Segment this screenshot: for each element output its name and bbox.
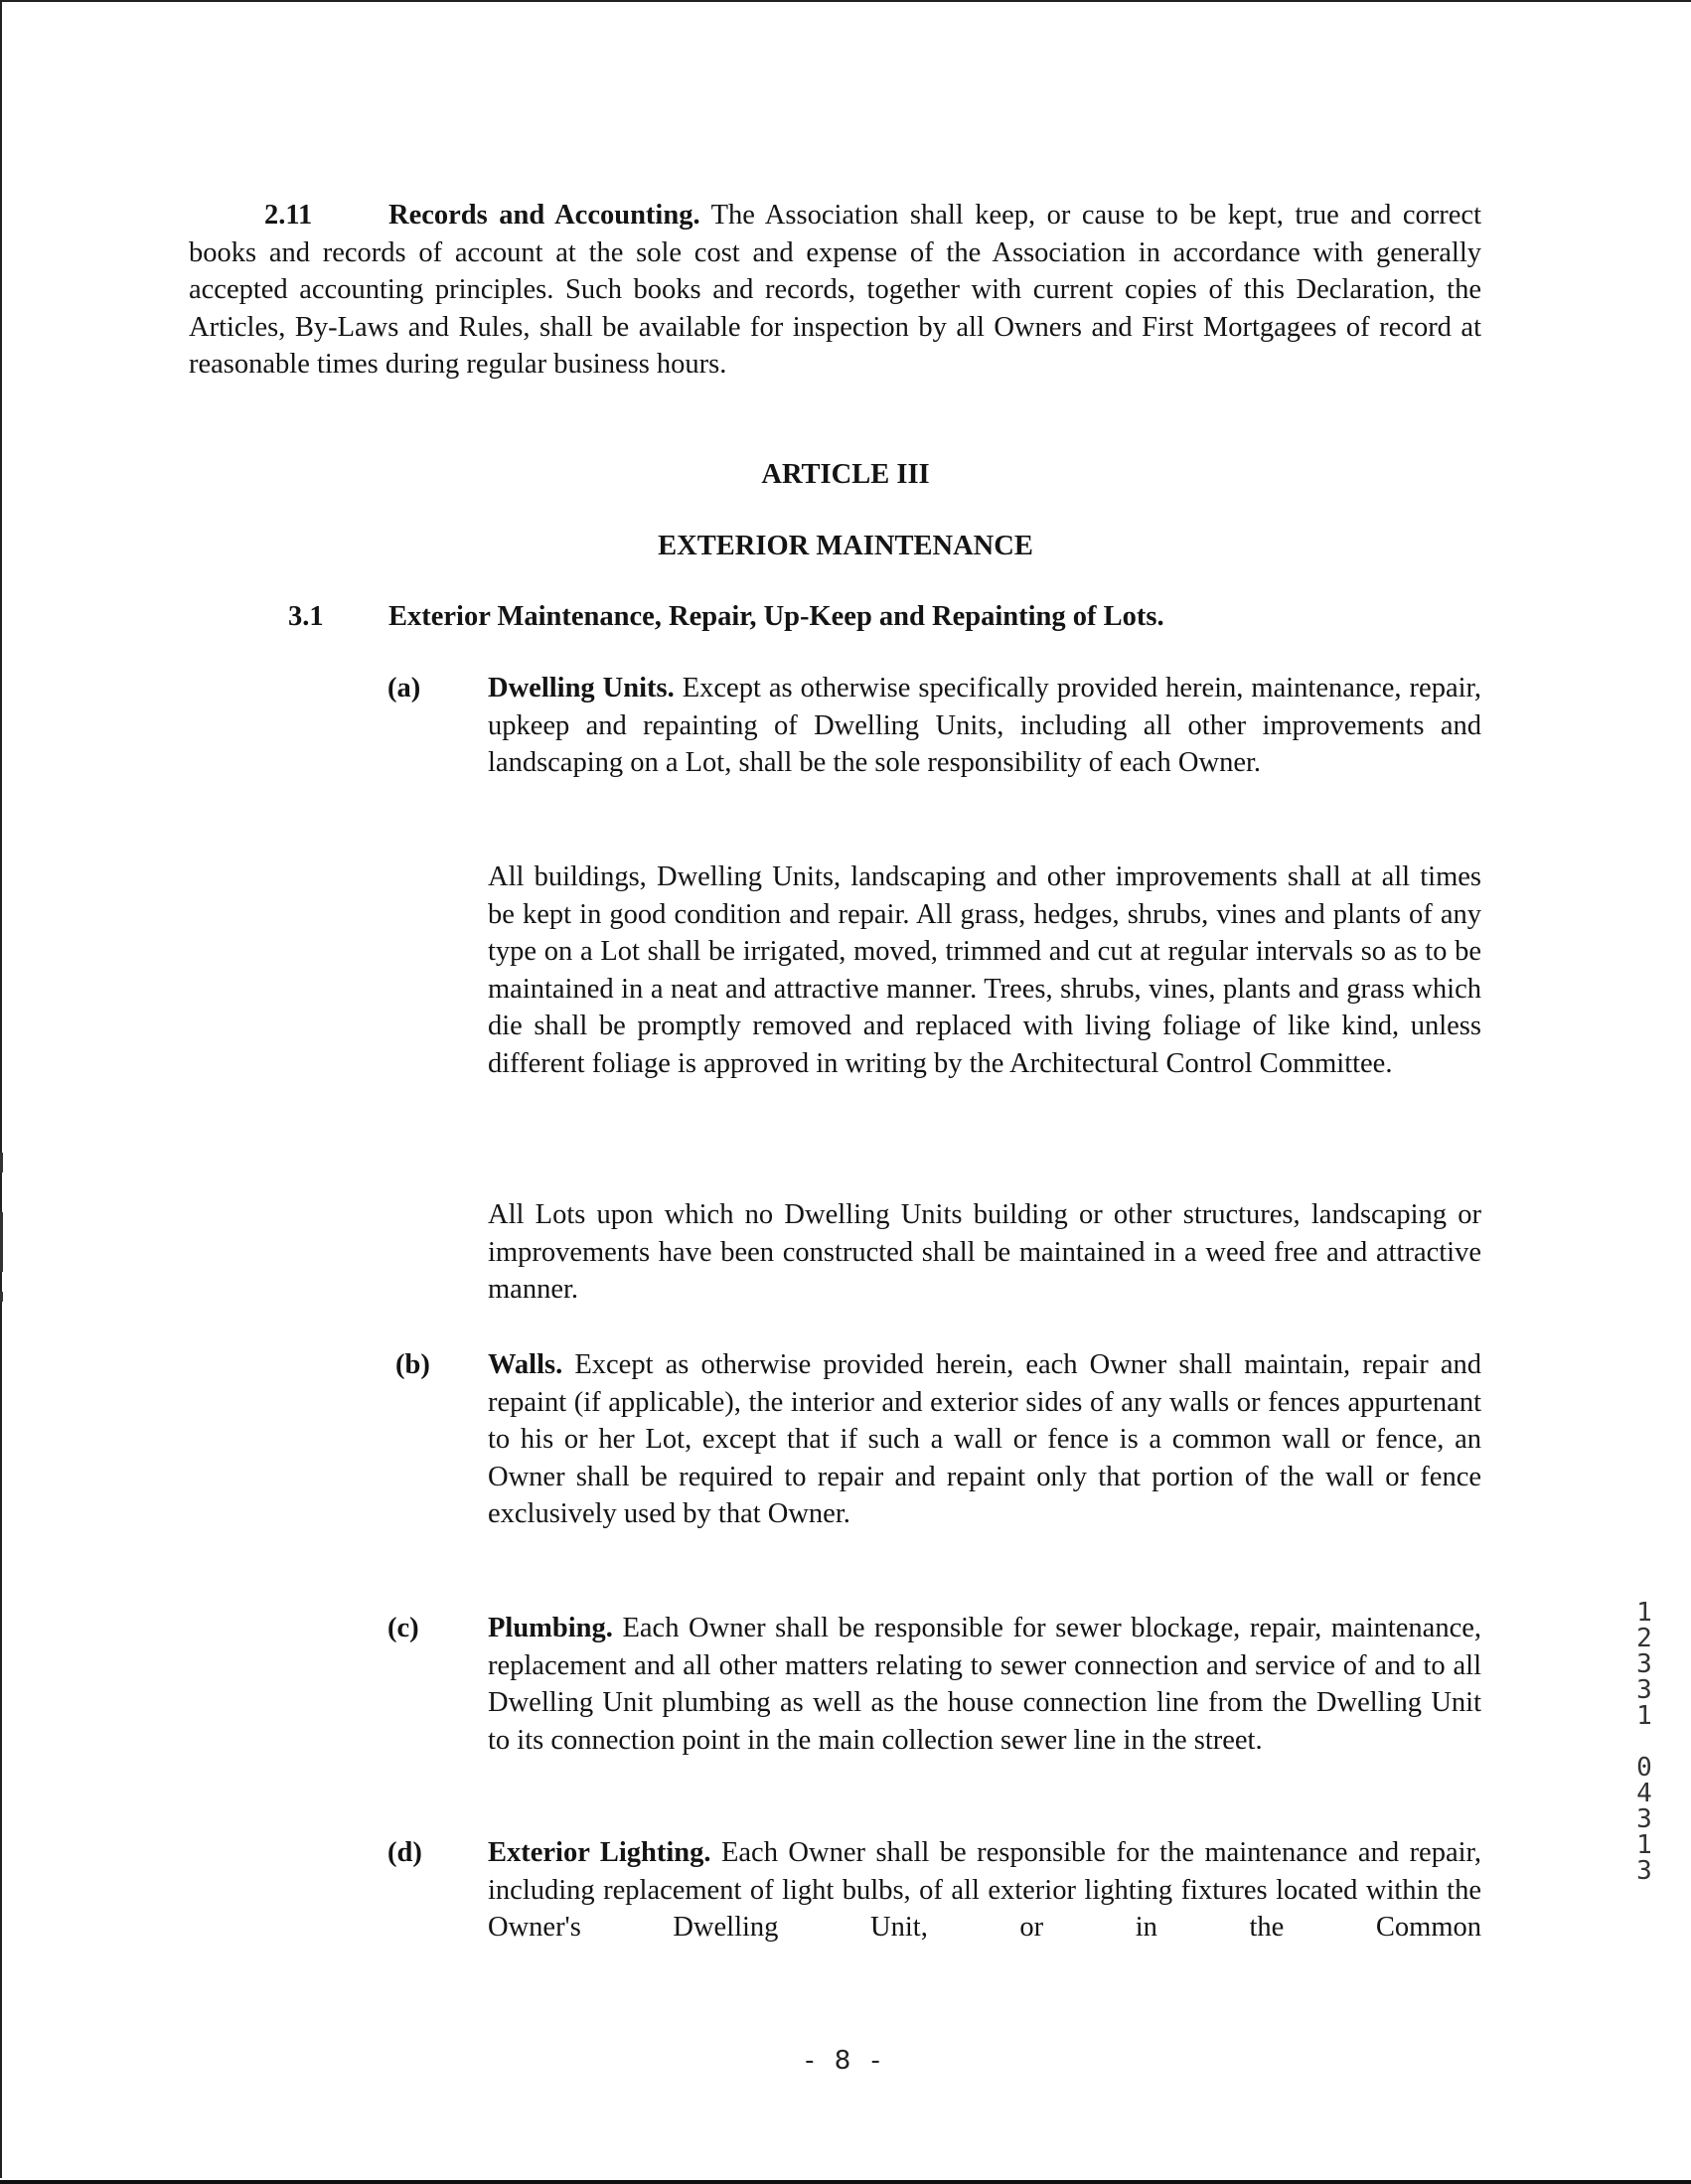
stamp-char: 0 <box>1636 1753 1652 1783</box>
stamp-char: 1 <box>1636 1701 1652 1731</box>
subsection-text: Each Owner shall be responsible for sewer blockage, repair, maintenance, replacement and all other matters relating to sewer connection and service of and to all Dwelling Unit plumbing as well as the house connection line from the Dwelling Unit to its connection point in the main collection sewer line in the street. <box>488 1613 1481 1756</box>
stamp-char: 1 <box>1636 1598 1652 1628</box>
subsection-d-marker: (d) <box>387 1837 422 1868</box>
section-heading: Exterior Maintenance, Repair, Up-Keep and Repainting of Lots. <box>388 601 1164 632</box>
section-number: 3.1 <box>288 601 324 632</box>
subsection-a-paragraph <box>488 670 1481 782</box>
subsection-a-paragraph-2: All buildings, Dwelling Units, landscaping and other improvements shall at all times be kept in good condition and repair. All grass, hedges, shrubs, vines and plants of any type on a Lot shall be irrigated, moved, trimmed and cut at regular intervals so as to be maintained in a neat and attractive manner. Trees, shrubs, vines, plants and grass which die shall be promptly removed and replaced with living foliage of like kind, unless different foliage is approved in writing by the Architectural Control Committee. <box>488 861 1481 1079</box>
stamp-char: 3 <box>1636 1856 1652 1886</box>
section-2-11-paragraph <box>189 197 1481 384</box>
stamp-char: 4 <box>1636 1779 1652 1808</box>
stamp-char: 2 <box>1636 1624 1652 1653</box>
page-number: - 8 - <box>805 2046 886 2076</box>
stamp-char: 1 <box>1636 1830 1652 1860</box>
subsection-b-paragraph <box>488 1346 1481 1533</box>
subsection-text: Except as otherwise specifically provided herein, maintenance, repair, upkeep and repainting of Dwelling Units, including all other improvements and landscaping on a Lot, shall be the sole responsibility of each Owner. <box>488 673 1481 779</box>
subsection-text: Each Owner shall be responsible for the maintenance and repair, including replacement of light bulbs, of all exterior lighting fixtures located within the Owner's Dwelling Unit, or in the Common <box>488 1837 1481 1944</box>
stamp-char: 3 <box>1636 1649 1652 1679</box>
section-number: 2.11 <box>264 200 313 231</box>
subsection-d-paragraph <box>488 1834 1481 1947</box>
subsection-heading: Walls. <box>488 1349 563 1380</box>
subsection-heading: Dwelling Units. <box>488 673 675 703</box>
subsection-b-marker: (b) <box>395 1349 430 1380</box>
subsection-a-marker: (a) <box>387 673 421 703</box>
section-3-1-heading <box>288 598 1164 636</box>
subsection-c-marker: (c) <box>387 1613 419 1643</box>
stamp-char: 3 <box>1636 1804 1652 1834</box>
section-heading: Records and Accounting. <box>388 200 700 231</box>
article-subtitle: EXTERIOR MAINTENANCE <box>658 531 1033 561</box>
subsection-text: Except as otherwise provided herein, each Owner shall maintain, repair and repaint (if applicable), the interior and exterior sides of any walls or fences appurtenant to his or her Lot, except that if such a wall or fence is a common wall or fence, an Owner shall be required to repair and repaint only that portion of the wall or fence exclusively used by that Owner. <box>488 1349 1481 1530</box>
stamp-char: 3 <box>1636 1675 1652 1705</box>
article-title: ARTICLE III <box>761 459 930 490</box>
stamp-char <box>1629 1729 1659 1755</box>
side-stamp-number <box>1629 1600 1659 1884</box>
section-text: The Association shall keep, or cause to be kept, true and correct books and records of account at the sole cost and expense of the Association in accordance with generally accepted accounting principles. Such books and records, together with current copies of this Declaration, the Articles, By-Laws and Rules, shall be available for inspection by all Owners and First Mortgagees of record at reasonable times during regular business hours. <box>189 200 1481 381</box>
subsection-heading: Exterior Lighting. <box>488 1837 711 1868</box>
subsection-c-paragraph <box>488 1610 1481 1759</box>
subsection-a-paragraph-3: All Lots upon which no Dwelling Units building or other structures, landscaping or improvements have been constructed shall be maintained in a weed free and attractive manner. <box>488 1199 1481 1306</box>
subsection-heading: Plumbing. <box>488 1613 613 1643</box>
